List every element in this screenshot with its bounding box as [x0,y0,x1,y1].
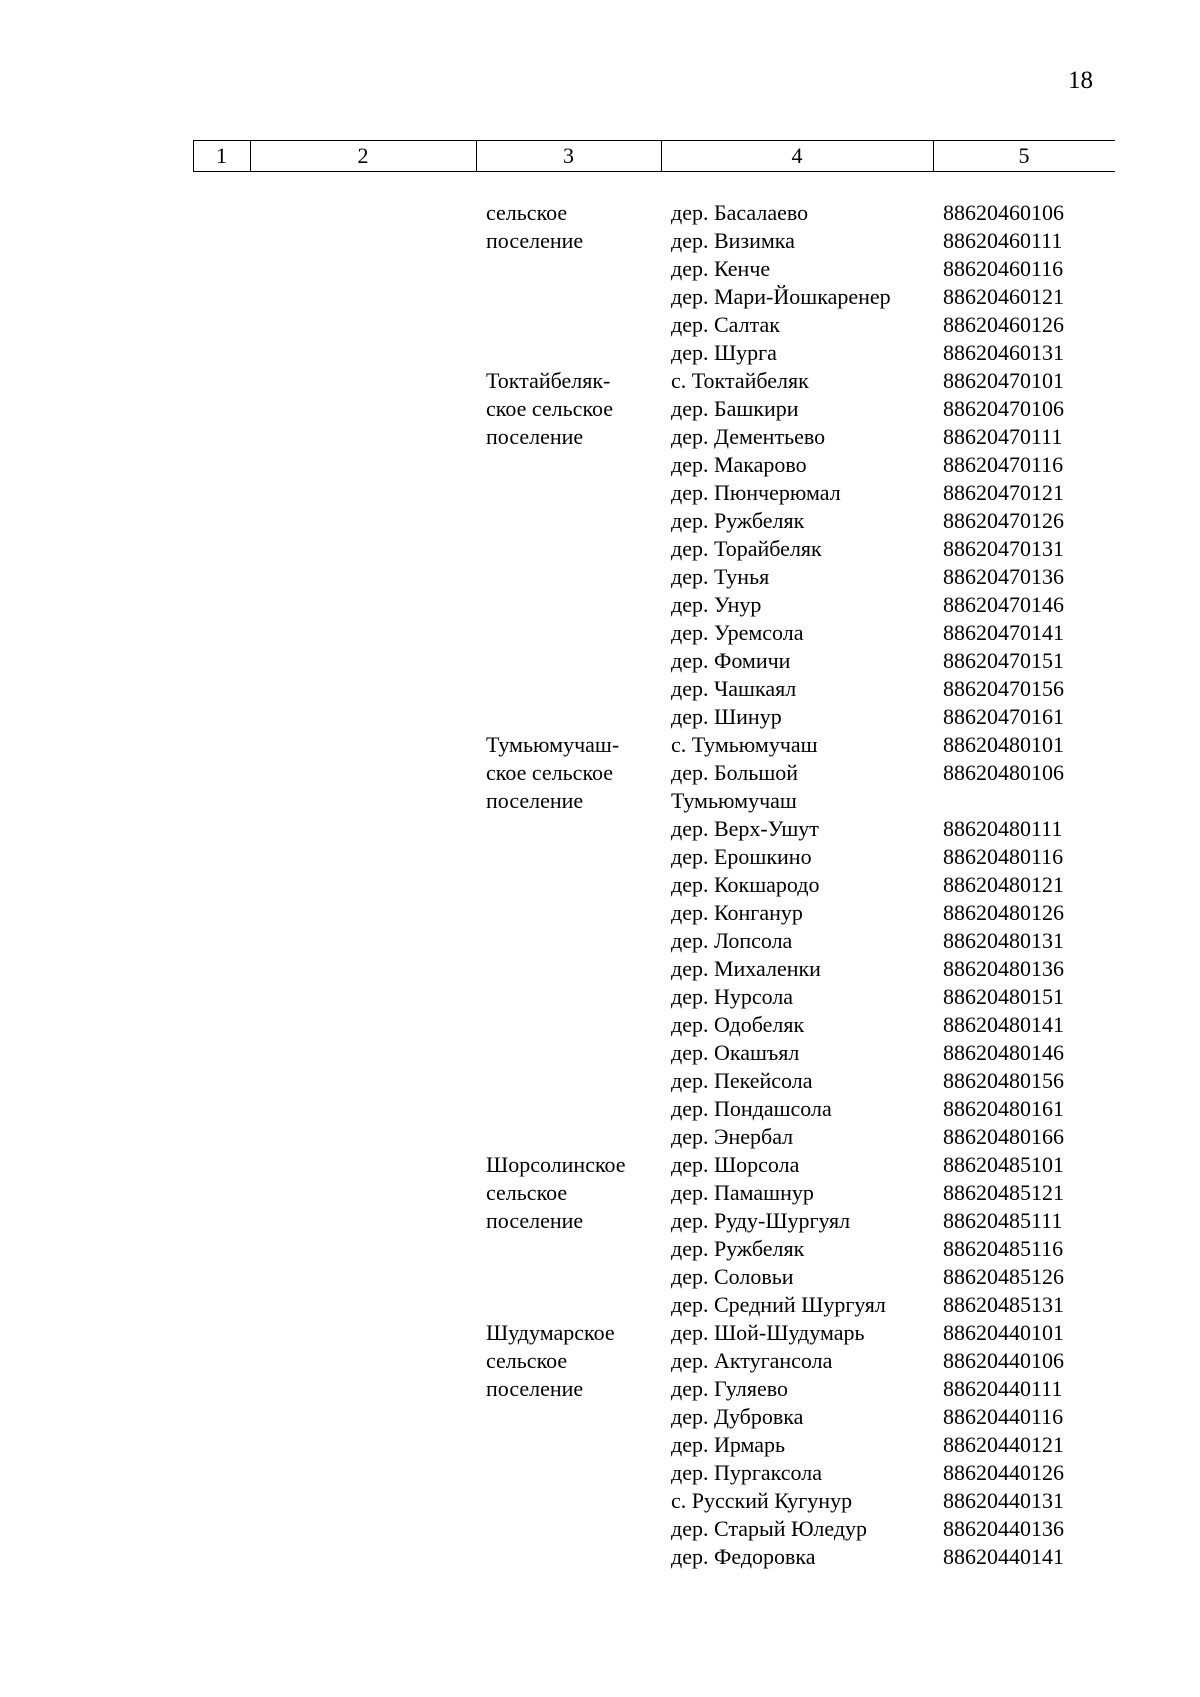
code-cell: 88620470156 [943,676,1064,701]
locality-name-cell: дер. Дементьево [671,424,826,449]
locality-name-cell: дер. Басалаево [671,200,809,225]
table-row [0,1403,1200,1431]
locality-name-cell: дер. Кенче [671,256,771,281]
table-row [0,1207,1200,1235]
code-cell: 88620470136 [943,564,1064,589]
table-row [0,339,1200,367]
locality-name-cell: дер. Соловьи [671,1264,794,1289]
table-row [0,1515,1200,1543]
code-cell: 88620460121 [943,284,1064,309]
table-row [0,843,1200,871]
locality-name-cell: дер. Шой-Шудумарь [671,1320,865,1345]
code-cell: 88620480136 [943,956,1064,981]
locality-name-cell: дер. Энербал [671,1124,794,1149]
code-cell: 88620440121 [943,1432,1064,1457]
code-cell: 88620440136 [943,1516,1064,1541]
settlement-name-cell: Токтайбеляк- [486,368,611,393]
locality-name-cell: дер. Ирмарь [671,1432,786,1457]
code-cell: 88620480146 [943,1040,1064,1065]
locality-name-cell: дер. Верх-Ушут [671,816,819,841]
locality-name-cell: дер. Мари-Йошкаренер [671,284,891,309]
table-row [0,199,1200,227]
table-row [0,395,1200,423]
table-row [0,283,1200,311]
locality-name-cell: дер. Чашкаял [671,676,797,701]
table-body [0,199,1200,1571]
code-cell: 88620470111 [943,424,1063,449]
code-cell: 88620480141 [943,1012,1064,1037]
code-cell: 88620460116 [943,256,1064,281]
code-cell: 88620480151 [943,984,1064,1009]
code-cell: 88620485126 [943,1264,1064,1289]
table-row [0,1487,1200,1515]
table-row [0,1039,1200,1067]
settlement-name-cell: ское сельское [486,396,614,421]
table-row [0,731,1200,759]
code-cell: 88620485131 [943,1292,1064,1317]
code-cell: 88620470106 [943,396,1064,421]
settlement-name-cell: сельское [486,200,568,225]
table-row [0,619,1200,647]
settlement-name-cell: сельское [486,1180,568,1205]
table-row [0,983,1200,1011]
locality-name-cell: дер. Шорсола [671,1152,800,1177]
locality-name-cell: дер. Пондашсола [671,1096,832,1121]
header-col-5: 5 [1018,143,1030,168]
header-col-3: 3 [563,143,574,168]
locality-name-cell: дер. Дубровка [671,1404,804,1429]
table-row [0,1263,1200,1291]
code-cell: 88620440106 [943,1348,1064,1373]
code-cell: 88620470121 [943,480,1064,505]
locality-name-cell: дер. Федоровка [671,1544,816,1569]
table-row [0,227,1200,255]
code-cell: 88620440116 [943,1404,1064,1429]
locality-name-cell: дер. Шинур [671,704,782,729]
locality-name-cell: дер. Ерошкино [671,844,812,869]
settlement-name-cell: поселение [486,228,584,253]
code-cell: 88620480121 [943,872,1064,897]
settlement-name-cell: поселение [486,788,584,813]
table-row [0,1095,1200,1123]
locality-name-cell: дер. Фомичи [671,648,791,673]
locality-name-cell: дер. Пургаксола [671,1460,822,1485]
locality-name-cell: дер. Памашнур [671,1180,814,1205]
table-row [0,1375,1200,1403]
code-cell: 88620485116 [943,1236,1064,1261]
code-cell: 88620440141 [943,1544,1064,1569]
table-row [0,1291,1200,1319]
locality-name-cell: дер. Руду-Шургуял [671,1208,851,1233]
table-row [0,423,1200,451]
header-col-1: 1 [216,143,227,168]
code-cell: 88620460106 [943,200,1064,225]
locality-name-cell: дер. Макарово [671,452,807,477]
locality-name-cell: дер. Средний Шургуял [671,1292,886,1317]
table-row [0,1431,1200,1459]
settlement-name-cell: ское сельское [486,760,614,785]
locality-name-cell: дер. Окашъял [671,1040,800,1065]
code-cell: 88620480131 [943,928,1064,953]
locality-name-cell: с. Тумьюмучаш [671,732,818,757]
locality-name-cell: дер. Старый Юледур [671,1516,868,1541]
code-cell: 88620470161 [943,704,1064,729]
locality-name-cell: дер. Актугансола [671,1348,833,1373]
locality-name-cell: дер. Одобеляк [671,1012,805,1037]
table-row [0,703,1200,731]
code-cell: 88620485111 [943,1208,1063,1233]
table-row [0,311,1200,339]
settlement-name-cell: поселение [486,1376,584,1401]
code-cell: 88620440126 [943,1460,1064,1485]
table-row [0,871,1200,899]
code-cell: 88620480126 [943,900,1064,925]
settlement-name-cell: Тумьюмучаш- [486,732,620,757]
code-cell: 88620485121 [943,1180,1064,1205]
table-row [0,1319,1200,1347]
locality-name-cell: дер. Пекейсола [671,1068,813,1093]
table-row [0,1347,1200,1375]
code-cell: 88620470131 [943,536,1064,561]
settlement-name-cell: сельское [486,1348,568,1373]
table-row [0,255,1200,283]
table-row [0,759,1200,787]
locality-name-cell: Тумьюмучаш [671,788,797,813]
table-row [0,927,1200,955]
locality-name-cell: дер. Нурсола [671,984,794,1009]
locality-name-cell: дер. Башкири [671,396,799,421]
header-col-4: 4 [791,143,803,168]
locality-name-cell: дер. Гуляево [671,1376,788,1401]
page-number: 18 [1068,67,1093,94]
code-cell: 88620440101 [943,1320,1064,1345]
locality-name-cell: дер. Ружбеляк [671,508,805,533]
locality-name-cell: дер. Визимка [671,228,795,253]
table-row [0,367,1200,395]
locality-name-cell: дер. Кокшародо [671,872,820,897]
code-cell: 88620470101 [943,368,1064,393]
locality-name-cell: дер. Пюнчерюмал [671,480,841,505]
code-cell: 88620470126 [943,508,1064,533]
code-cell: 88620480106 [943,760,1064,785]
settlement-name-cell: Шорсолинское [486,1152,626,1177]
code-cell: 88620470141 [943,620,1064,645]
table-row [0,1151,1200,1179]
code-cell: 88620460111 [943,228,1063,253]
table-row [0,1235,1200,1263]
code-cell: 88620470146 [943,592,1064,617]
locality-name-cell: дер. Унур [671,592,762,617]
code-cell: 88620440131 [943,1488,1064,1513]
code-cell: 88620440111 [943,1376,1063,1401]
settlement-name-cell: поселение [486,424,584,449]
table-row [0,1067,1200,1095]
table-row [0,1011,1200,1039]
locality-name-cell: дер. Шурга [671,340,777,365]
table-row [0,787,1200,815]
code-cell: 88620480101 [943,732,1064,757]
table-row [0,591,1200,619]
settlement-name-cell: поселение [486,1208,584,1233]
header-col-2: 2 [357,143,369,168]
table-row [0,451,1200,479]
table-header [193,140,1115,172]
locality-name-cell: дер. Торайбеляк [671,536,822,561]
table-row [0,675,1200,703]
table-row [0,535,1200,563]
code-cell: 88620460131 [943,340,1064,365]
code-cell: 88620480156 [943,1068,1064,1093]
code-cell: 88620480116 [943,844,1064,869]
table-row [0,647,1200,675]
locality-name-cell: дер. Тунья [671,564,770,589]
locality-name-cell: дер. Конганур [671,900,803,925]
code-cell: 88620470116 [943,452,1064,477]
locality-name-cell: дер. Ружбеляк [671,1236,805,1261]
locality-name-cell: с. Токтайбеляк [671,368,809,393]
locality-name-cell: с. Русский Кугунур [671,1488,853,1513]
table-row [0,479,1200,507]
locality-name-cell: дер. Уремсола [671,620,804,645]
code-cell: 88620480111 [943,816,1063,841]
table-row [0,1123,1200,1151]
table-row [0,815,1200,843]
code-cell: 88620485101 [943,1152,1064,1177]
locality-name-cell: дер. Михаленки [671,956,821,981]
table-row [0,1543,1200,1571]
table-row [0,1179,1200,1207]
locality-name-cell: дер. Салтак [671,312,780,337]
settlement-name-cell: Шудумарское [486,1320,615,1345]
code-cell: 88620460126 [943,312,1064,337]
table-row [0,563,1200,591]
table-row [0,507,1200,535]
locality-name-cell: дер. Лопсола [671,928,793,953]
code-cell: 88620480166 [943,1124,1064,1149]
table-row [0,1459,1200,1487]
table-row [0,899,1200,927]
code-cell: 88620480161 [943,1096,1064,1121]
code-cell: 88620470151 [943,648,1064,673]
locality-name-cell: дер. Большой [671,760,799,785]
table-row [0,955,1200,983]
